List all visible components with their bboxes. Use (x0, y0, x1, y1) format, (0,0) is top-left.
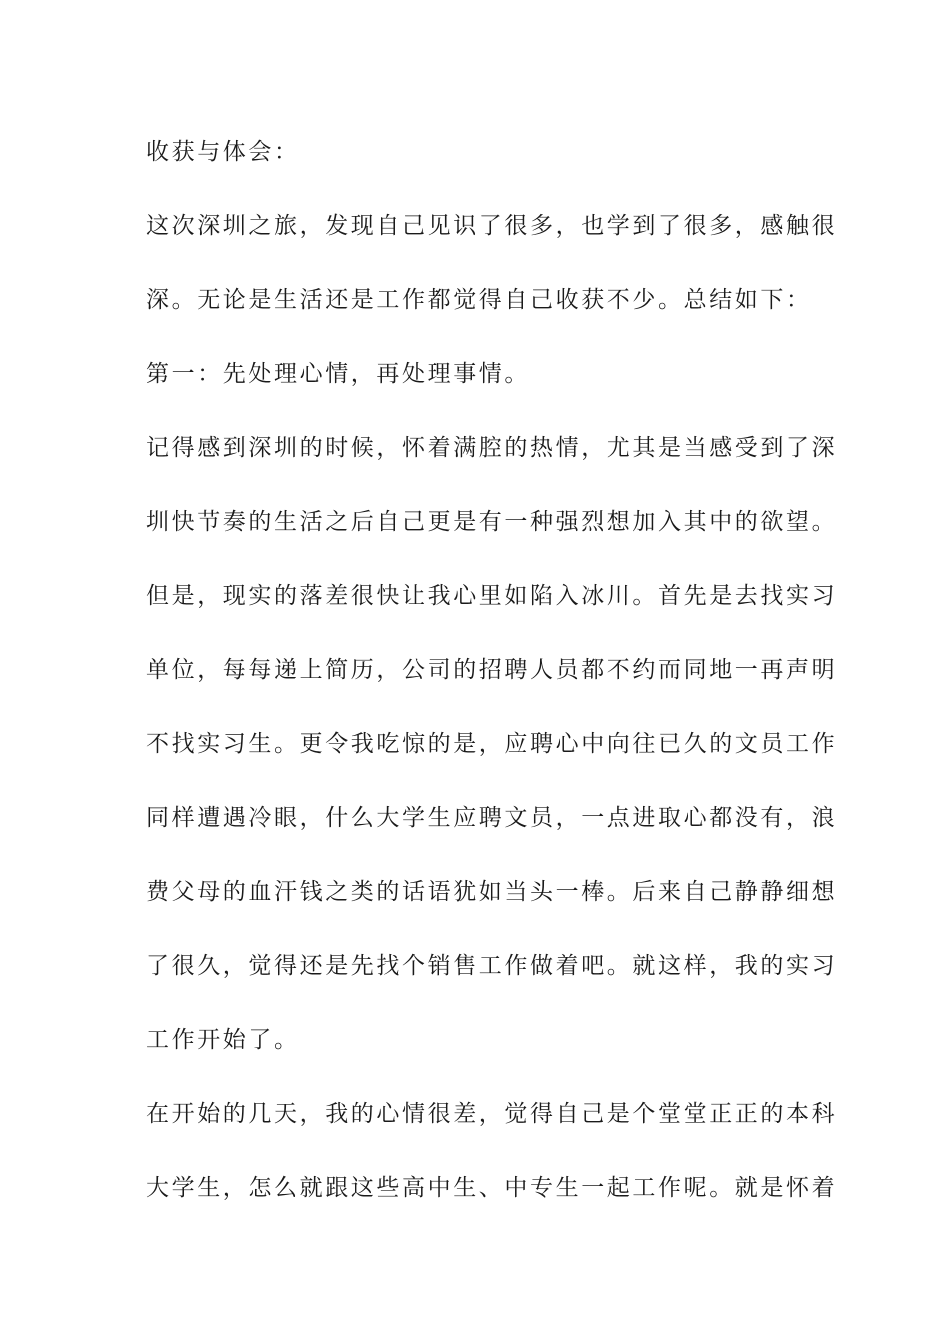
text-line: 不找实习生。更令我吃惊的是，应聘心中向往已久的文员工作 (146, 731, 838, 757)
text-line: 工作开始了。 (146, 1027, 300, 1053)
text-line: 记得感到深圳的时候，怀着满腔的热情，尤其是当感受到了深 (146, 435, 838, 461)
heading-harvest: 收获与体会： (146, 139, 300, 165)
text-line: 了很久，觉得还是先找个销售工作做着吧。就这样，我的实习 (146, 953, 838, 979)
text-line: 在开始的几天，我的心情很差，觉得自己是个堂堂正正的本科 (146, 1101, 838, 1127)
section-heading-first: 第一：先处理心情，再处理事情。 (146, 361, 530, 387)
text-line: 深。无论是生活还是工作都觉得自己收获不少。总结如下： (146, 287, 812, 313)
text-line: 单位，每每递上简历，公司的招聘人员都不约而同地一再声明 (146, 657, 838, 683)
text-line: 大学生，怎么就跟这些高中生、中专生一起工作呢。就是怀着 (146, 1175, 838, 1201)
text-line: 费父母的血汗钱之类的话语犹如当头一棒。后来自己静静细想 (146, 879, 838, 905)
text-line: 同样遭遇冷眼，什么大学生应聘文员，一点进取心都没有，浪 (146, 805, 838, 831)
text-line: 这次深圳之旅，发现自己见识了很多，也学到了很多，感触很 (146, 213, 838, 239)
text-line: 圳快节奏的生活之后自己更是有一种强烈想加入其中的欲望。 (146, 509, 838, 535)
text-line: 但是，现实的落差很快让我心里如陷入冰川。首先是去找实习 (146, 583, 838, 609)
